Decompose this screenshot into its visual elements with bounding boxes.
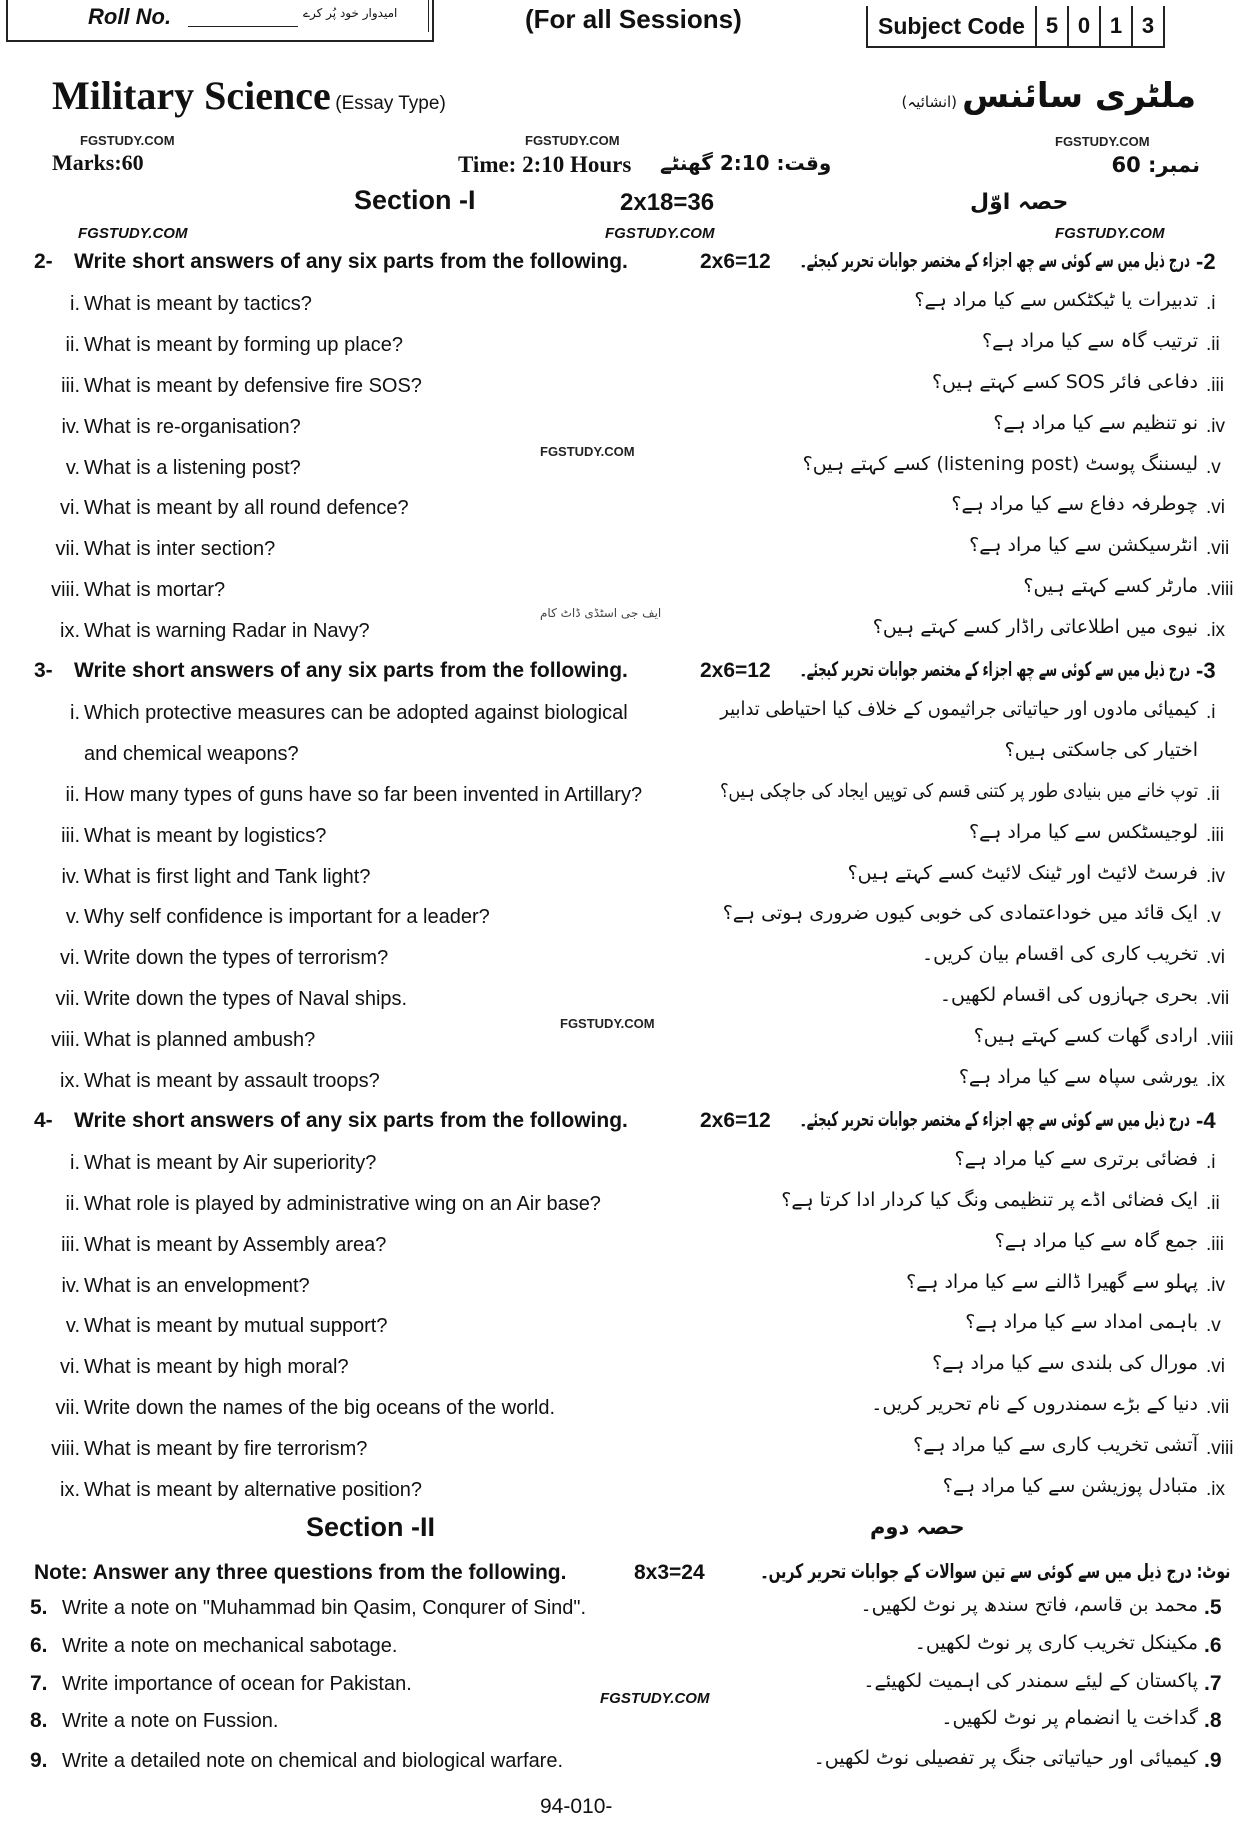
question-part — [0, 1267, 1250, 1307]
part-number-urdu: .vi — [1206, 497, 1225, 519]
part-text: What is meant by Assembly area? — [84, 1233, 387, 1256]
part-text: What is meant by mutual support? — [84, 1315, 388, 1338]
essay-question-text-urdu: مکینکل تخریب کاری پر نوٹ لکھیں۔ — [914, 1632, 1198, 1654]
watermark: FGSTUDY.COM — [1055, 225, 1165, 242]
essay-question-text-urdu: پاکستان کے لیئے سمندر کی اہمیت لکھیئے۔ — [863, 1670, 1198, 1692]
essay-question-number-urdu: .5 — [1204, 1596, 1222, 1619]
part-number-urdu: .ii — [1206, 783, 1220, 805]
part-text-urdu: مارٹر کسے کہتے ہیں؟ — [1023, 575, 1198, 598]
part-text: What is a listening post? — [84, 456, 301, 479]
question-instruction-urdu: درج ذیل میں سے کوئی سے چھ اجزاء کے مختصر جوابات تحریر کیجئے۔ — [799, 1106, 1190, 1131]
question-part — [0, 367, 1250, 407]
question-instruction: Write short answers of any six parts from the following. — [74, 1108, 628, 1132]
part-number-urdu: .iv — [1206, 865, 1225, 887]
part-text: Write down the names of the big oceans of the world. — [84, 1397, 556, 1420]
part-number: ix. — [60, 1070, 80, 1092]
question-number: 2- — [34, 250, 53, 273]
part-text: What is re-organisation? — [84, 415, 301, 438]
question-part — [0, 898, 1250, 938]
roll-number-urdu-label: امیدوار خود پُر کرے — [303, 6, 398, 20]
watermark-urdu: ایف جی اسٹڈی ڈاٹ کام — [540, 606, 662, 620]
section-2-note-urdu: نوٹ: درج ذیل میں سے کوئی سے تین سوالات کے جوابات تحریر کریں۔ — [760, 1559, 1230, 1583]
part-number: vii. — [55, 988, 80, 1011]
part-text-urdu: نو تنظیم سے کیا مراد ہے؟ — [993, 411, 1198, 434]
part-number-urdu: .iv — [1206, 1274, 1225, 1296]
part-number: viii. — [51, 579, 80, 602]
part-text-urdu: چوطرفہ دفاع سے کیا مراد ہے؟ — [951, 493, 1198, 516]
question-part — [0, 939, 1250, 979]
question-number: 3- — [34, 659, 53, 682]
part-text-urdu: متبادل پوزیشن سے کیا مراد ہے؟ — [942, 1475, 1198, 1497]
part-text-continued: and chemical weapons? — [84, 742, 299, 765]
part-text-urdu: ارادی گھات کسے کہتے ہیں؟ — [973, 1025, 1198, 1048]
part-text-urdu: کیمیائی مادوں اور حیاتیاتی جراثیموں کے خلاف کیا احتیاطی تدابیر — [720, 697, 1198, 720]
part-text: Write down the types of terrorism? — [84, 947, 389, 970]
part-number: iii. — [61, 824, 80, 847]
part-number-urdu: .vi — [1206, 1356, 1225, 1378]
question-part — [0, 1471, 1250, 1511]
part-text: What is first light and Tank light? — [84, 865, 371, 888]
essay-question-text: Write a detailed note on chemical and biological warfare. — [62, 1750, 564, 1772]
essay-question-number-urdu: .7 — [1204, 1672, 1222, 1695]
part-number-urdu: .ix — [1206, 1479, 1225, 1500]
sessions-label: (For all Sessions) — [525, 4, 742, 34]
question-part — [0, 326, 1250, 366]
part-text: What is meant by tactics? — [84, 292, 312, 315]
part-text-urdu: ترتیب گاہ سے کیا مراد ہے؟ — [982, 329, 1198, 352]
part-number: i. — [70, 292, 80, 315]
part-text: What is meant by fire terrorism? — [84, 1438, 368, 1461]
watermark: FGSTUDY.COM — [1055, 134, 1150, 149]
question-part — [0, 285, 1250, 325]
essay-question-text: Write a note on mechanical sabotage. — [62, 1635, 398, 1657]
part-text: What is meant by logistics? — [84, 824, 327, 847]
part-number-urdu: .iv — [1206, 415, 1225, 437]
essay-question-text-urdu: کیمیائی اور حیاتیاتی جنگ پر تفصیلی نوٹ لکھیں۔ — [813, 1747, 1198, 1769]
part-text: Write down the types of Naval ships. — [84, 988, 408, 1011]
part-number: viii. — [51, 1029, 80, 1052]
part-number: ii. — [65, 333, 80, 356]
subject-code-box — [866, 6, 1165, 48]
section-2-urdu-title: حصہ دوم — [870, 1515, 965, 1539]
question-part — [0, 817, 1250, 857]
question-instruction: Write short answers of any six parts from the following. — [74, 659, 628, 682]
essay-question-text: Write a note on Fussion. — [62, 1710, 279, 1732]
question-part — [0, 1144, 1250, 1184]
question-number-urdu: -4 — [1196, 1107, 1216, 1133]
question-marks: 2x6=12 — [700, 250, 771, 273]
essay-question-text-urdu: گداخت یا انضمام پر نوٹ لکھیں۔ — [941, 1707, 1198, 1729]
part-number: vi. — [60, 497, 80, 520]
part-text-urdu: لیسننگ پوسٹ (listening post) کسے کہتے ہیں؟ — [802, 452, 1198, 475]
part-text-urdu: مورال کی بلندی سے کیا مراد ہے؟ — [932, 1352, 1198, 1375]
question-part — [0, 694, 1250, 734]
section-2-note: Note: Answer any three questions from the following. — [34, 1561, 567, 1584]
section-1-urdu-title: حصہ اوّل — [970, 190, 1069, 215]
part-text-urdu: بحری جہازوں کی اقسام لکھیں۔ — [939, 984, 1198, 1007]
part-text-urdu: پہلو سے گھیرا ڈالنے سے کیا مراد ہے؟ — [906, 1270, 1198, 1293]
part-number: i. — [70, 701, 80, 724]
question-marks: 2x6=12 — [700, 659, 771, 682]
essay-question-number-urdu: .6 — [1204, 1634, 1222, 1657]
essay-question-text: Write a note on "Muhammad bin Qasim, Conqurer of Sind". — [62, 1597, 587, 1619]
part-text: What is meant by defensive fire SOS? — [84, 374, 422, 397]
title-type-urdu: (انشائیہ) — [901, 93, 958, 111]
part-text-urdu: توپ خانے میں بنیادی طور پر کتنی قسم کی توپیں ایجاد کی جاچکی ہیں؟ — [720, 779, 1198, 802]
part-number-urdu: .iii — [1206, 824, 1224, 846]
part-number-urdu: .i — [1206, 292, 1216, 314]
part-text-urdu: نیوی میں اطلاعاتی راڈار کسے کہتے ہیں؟ — [872, 616, 1198, 639]
paper-title — [52, 72, 446, 119]
part-text: What is meant by alternative position? — [84, 1479, 422, 1501]
part-number-urdu: .ii — [1206, 333, 1220, 355]
section-1-marks: 2x18=36 — [620, 189, 715, 216]
part-text-urdu: لوجیسٹکس سے کیا مراد ہے؟ — [968, 820, 1198, 843]
part-number-urdu: .v — [1206, 1315, 1221, 1337]
part-number: vii. — [55, 538, 80, 561]
part-number: iii. — [61, 1233, 80, 1256]
part-text-urdu: ایک قائد میں خوداعتمادی کی خوبی کیوں ضروری ہوتی ہے؟ — [722, 902, 1198, 925]
question-number-urdu: -2 — [1196, 249, 1216, 274]
watermark: FGSTUDY.COM — [540, 444, 635, 459]
part-text-urdu: جمع گاہ سے کیا مراد ہے؟ — [994, 1229, 1198, 1252]
part-number: v. — [65, 1315, 80, 1338]
essay-question-text-urdu: محمد بن قاسم، فاتح سندھ پر نوٹ لکھیں۔ — [860, 1594, 1198, 1616]
subject-code-digit: 0 — [1067, 6, 1099, 46]
part-number-urdu: .viii — [1206, 579, 1234, 601]
question-part — [0, 1430, 1250, 1470]
part-text-urdu-continued: اختیار کی جاسکتی ہیں؟ — [1004, 738, 1198, 761]
watermark: FGSTUDY.COM — [600, 1690, 710, 1707]
title-text: Military Science — [52, 73, 331, 118]
essay-question-number: 7. — [30, 1672, 48, 1695]
part-text-urdu: تخریب کاری کی اقسام بیان کریں۔ — [922, 943, 1198, 966]
question-instruction: Write short answers of any six parts from the following. — [74, 250, 628, 273]
part-number-urdu: .ix — [1206, 1070, 1225, 1091]
part-text-urdu: فضائی برتری سے کیا مراد ہے؟ — [954, 1147, 1198, 1170]
part-number-urdu: .iii — [1206, 374, 1224, 396]
essay-question-text: Write importance of ocean for Pakistan. — [62, 1673, 412, 1695]
roll-number-field[interactable] — [188, 26, 298, 27]
part-text: What is an envelopment? — [84, 1274, 310, 1297]
part-number: ix. — [60, 620, 80, 643]
question-part — [0, 1389, 1250, 1429]
part-number-urdu: .vii — [1206, 538, 1230, 560]
part-text: What is planned ambush? — [84, 1029, 316, 1052]
question-part — [0, 489, 1250, 529]
part-text: What is meant by forming up place? — [84, 333, 404, 356]
part-number: ii. — [65, 783, 80, 806]
section-2-marks: 8x3=24 — [634, 1561, 705, 1584]
part-text-urdu: دنیا کے بڑے سمندروں کے نام تحریر کریں۔ — [871, 1393, 1198, 1416]
question-header — [0, 244, 1250, 284]
question-part — [0, 858, 1250, 898]
divider — [428, 0, 429, 32]
subject-code-label: Subject Code — [878, 12, 1025, 39]
question-part — [0, 530, 1250, 570]
question-part — [0, 408, 1250, 448]
question-instruction-urdu: درج ذیل میں سے کوئی سے چھ اجزاء کے مختصر جوابات تحریر کیجئے۔ — [799, 248, 1190, 272]
part-number-urdu: .vi — [1206, 947, 1225, 969]
paper-code: 94-010- — [540, 1795, 613, 1818]
question-part-continued — [0, 735, 1250, 775]
part-number: iv. — [61, 415, 80, 438]
part-text: What is mortar? — [84, 579, 226, 602]
section-2-title: Section -II — [306, 1512, 436, 1542]
paper-title-urdu — [902, 76, 1196, 116]
part-text-urdu: تدبیرات یا ٹیکٹکس سے کیا مراد ہے؟ — [914, 288, 1198, 311]
essay-question-number: 6. — [30, 1634, 48, 1657]
question-part — [0, 776, 1250, 816]
part-text: What role is played by administrative wing on an Air base? — [84, 1192, 601, 1215]
essay-question-number: 8. — [30, 1709, 48, 1732]
subject-code-digit: 3 — [1131, 6, 1163, 46]
part-number: v. — [65, 456, 80, 479]
part-text-urdu: یورشی سپاہ سے کیا مراد ہے؟ — [958, 1066, 1198, 1088]
subject-code-digit: 1 — [1099, 6, 1131, 46]
part-number: viii. — [51, 1438, 80, 1461]
part-text: Which protective measures can be adopted against biological — [84, 701, 628, 724]
part-number-urdu: .viii — [1206, 1029, 1234, 1051]
essay-question-number-urdu: .9 — [1204, 1749, 1222, 1772]
question-part — [0, 1307, 1250, 1347]
part-number-urdu: .ix — [1206, 620, 1225, 642]
essay-question-number: 5. — [30, 1596, 48, 1619]
part-number-urdu: .v — [1206, 906, 1221, 928]
part-number: ix. — [60, 1479, 80, 1501]
part-text: Why self confidence is important for a leader? — [84, 906, 490, 929]
essay-question-number: 9. — [30, 1749, 48, 1772]
part-number-urdu: .i — [1206, 701, 1216, 723]
question-marks: 2x6=12 — [700, 1108, 771, 1132]
part-number: iv. — [61, 865, 80, 888]
part-text-urdu: دفاعی فائر SOS کسے کہتے ہیں؟ — [931, 370, 1198, 393]
subject-code-digit: 5 — [1035, 6, 1067, 46]
question-part — [0, 1185, 1250, 1225]
question-header — [0, 1103, 1250, 1143]
section-1-title: Section -I — [354, 185, 476, 215]
watermark: FGSTUDY.COM — [560, 1016, 655, 1031]
marks-label: Marks:60 — [52, 150, 144, 175]
part-number-urdu: .viii — [1206, 1438, 1234, 1460]
question-part — [0, 1348, 1250, 1388]
roll-number-label: Roll No. — [88, 4, 172, 29]
part-text: What is meant by Air superiority? — [84, 1151, 377, 1174]
part-text: What is meant by high moral? — [84, 1356, 349, 1379]
part-text: What is warning Radar in Navy? — [84, 620, 370, 643]
question-number: 4- — [34, 1108, 53, 1132]
part-number: ii. — [65, 1192, 80, 1215]
question-number-urdu: -3 — [1196, 658, 1216, 683]
part-number: vi. — [60, 947, 80, 970]
watermark: FGSTUDY.COM — [80, 133, 175, 148]
time-label: Time: 2:10 Hours — [458, 152, 632, 177]
part-text: What is meant by assault troops? — [84, 1070, 380, 1092]
part-number: v. — [65, 906, 80, 929]
roll-number-box — [6, 0, 434, 42]
watermark: FGSTUDY.COM — [78, 225, 188, 242]
part-text-urdu: انٹرسیکشن سے کیا مراد ہے؟ — [969, 534, 1198, 557]
part-number-urdu: .vii — [1206, 988, 1230, 1010]
part-number: iii. — [61, 374, 80, 397]
part-text-urdu: باہمی امداد سے کیا مراد ہے؟ — [965, 1311, 1198, 1334]
question-part — [0, 1226, 1250, 1266]
part-number-urdu: .ii — [1206, 1192, 1220, 1214]
title-urdu-text: ملٹری سائنس — [962, 76, 1196, 116]
part-number-urdu: .vii — [1206, 1397, 1230, 1419]
essay-question-number-urdu: .8 — [1204, 1709, 1222, 1732]
part-number-urdu: .iii — [1206, 1233, 1224, 1255]
part-text-urdu: ایک فضائی اڈے پر تنظیمی ونگ کیا کردار ادا کرتا ہے؟ — [781, 1188, 1198, 1211]
watermark: FGSTUDY.COM — [605, 225, 715, 242]
part-number-urdu: .v — [1206, 456, 1221, 478]
question-part — [0, 980, 1250, 1020]
part-number: iv. — [61, 1274, 80, 1297]
part-text: What is inter section? — [84, 538, 276, 561]
part-text: What is meant by all round defence? — [84, 497, 409, 520]
time-label-urdu: وقت: 2:10 گھنٹے — [660, 151, 832, 175]
part-text-urdu: فرسٹ لائیٹ اور ٹینک لائیٹ کسے کہتے ہیں؟ — [847, 861, 1198, 884]
question-part — [0, 1062, 1250, 1102]
part-number-urdu: .i — [1206, 1151, 1216, 1173]
marks-label-urdu: نمبر: 60 — [1111, 153, 1200, 177]
part-number: vi. — [60, 1356, 80, 1379]
part-text-urdu: آتشی تخریب کاری سے کیا مراد ہے؟ — [913, 1434, 1198, 1457]
part-number: vii. — [55, 1397, 80, 1420]
question-header — [0, 653, 1250, 693]
title-type: (Essay Type) — [335, 93, 446, 114]
watermark: FGSTUDY.COM — [525, 133, 620, 148]
question-instruction-urdu: درج ذیل میں سے کوئی سے چھ اجزاء کے مختصر جوابات تحریر کیجئے۔ — [799, 657, 1190, 681]
part-text: How many types of guns have so far been invented in Artillary? — [84, 783, 643, 806]
part-number: i. — [70, 1151, 80, 1174]
